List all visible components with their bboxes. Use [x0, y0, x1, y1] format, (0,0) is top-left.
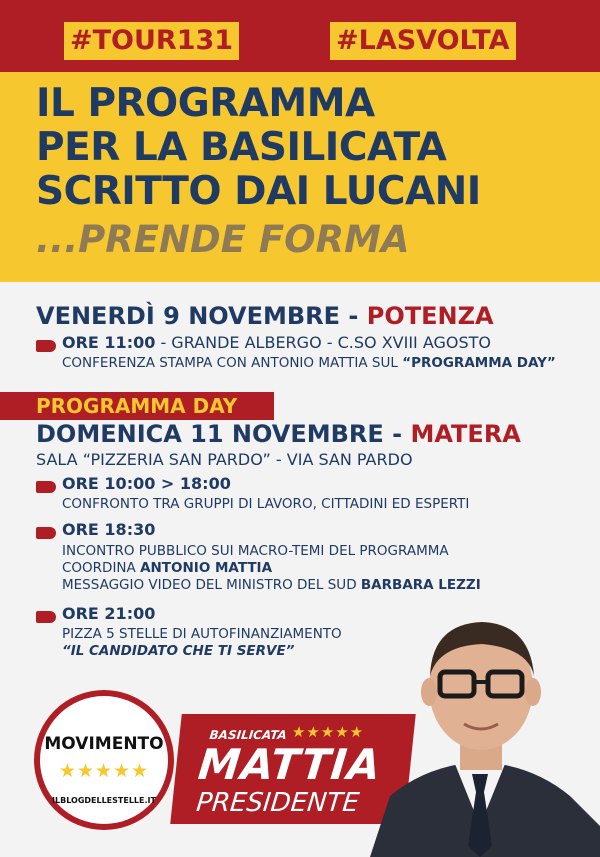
event1-desc: CONFERENZA STAMPA CON ANTONIO MATTIA SUL — [62, 355, 403, 371]
candidate-region: BASILICATA — [208, 728, 288, 742]
bullet-arrow-icon — [36, 340, 56, 352]
hashtag-tour: #TOUR131 — [64, 22, 239, 60]
headline-panel — [0, 72, 600, 282]
slot1-time-text: ORE 10:00 > 18:00 — [62, 474, 231, 493]
bullet-arrow-icon — [36, 611, 56, 623]
event1-title — [36, 302, 494, 330]
event1-date: VENERDÌ 9 NOVEMBRE - — [36, 302, 367, 330]
candidate-photo — [360, 596, 600, 857]
slot2-line-2-text: COORDINA — [62, 560, 141, 576]
bullet-arrow-icon — [36, 527, 56, 539]
event1-desc-line — [62, 355, 556, 371]
slot3-line-1: PIZZA 5 STELLE DI AUTOFINANZIAMENTO — [62, 626, 342, 642]
slot1-time — [62, 474, 231, 493]
event2-venue: SALA “PIZZERIA SAN PARDO” - VIA SAN PARDO — [36, 450, 413, 469]
logo-url: ILBLOGDELLESTELLE.IT — [52, 796, 156, 805]
slot2-line-3-text: MESSAGGIO VIDEO DEL MINISTRO DEL SUD — [62, 577, 361, 593]
slot3-line-2: “IL CANDIDATO CHE TI SERVE” — [62, 643, 295, 659]
slot3-time — [62, 604, 155, 623]
headline-line-2: PER LA BASILICATA — [36, 125, 447, 170]
event2-title — [36, 420, 521, 448]
logo-text: MOVIMENTO — [44, 734, 164, 754]
event1-city: POTENZA — [366, 302, 494, 330]
slot2-minister: BARBARA LEZZI — [360, 577, 481, 593]
headline-line-3: SCRITTO DAI LUCANI — [36, 169, 481, 214]
candidate-role: PRESIDENTE — [194, 788, 361, 818]
logo-stars-icon: ★★★★★ — [58, 760, 150, 782]
movimento-logo — [34, 690, 174, 830]
slot2-line-3 — [62, 577, 481, 593]
headline — [36, 82, 481, 214]
slot2-time — [62, 520, 155, 539]
programma-day-text: PROGRAMMA DAY — [36, 394, 238, 418]
programma-day-label — [0, 392, 274, 420]
subhead: ...PRENDE FORMA — [36, 218, 410, 261]
slot2-line-2 — [62, 560, 272, 576]
slot3-time-text: ORE 21:00 — [62, 604, 156, 623]
top-band — [0, 0, 600, 72]
event1-time: ORE 11:00 — [62, 333, 156, 352]
logo-inner — [40, 696, 168, 824]
event1-place: - GRANDE ALBERGO - C.SO XVIII AGOSTO — [155, 333, 492, 352]
slot1-desc: CONFRONTO TRA GRUPPI DI LAVORO, CITTADINI ED ESPERTI — [62, 496, 470, 512]
slot2-coordinator: ANTONIO MATTIA — [140, 560, 273, 576]
event2-city: MATERA — [410, 420, 521, 448]
hashtag-lasvolta: #LASVOLTA — [330, 22, 516, 60]
event1-desc-bold: “PROGRAMMA DAY” — [402, 355, 556, 371]
headline-line-1: IL PROGRAMMA — [36, 81, 375, 126]
slot2-line-1: INCONTRO PUBBLICO SUI MACRO-TEMI DEL PROGRAMMA — [62, 543, 449, 559]
bullet-arrow-icon — [36, 481, 56, 493]
candidate-stars-icon: ★★★★★ — [290, 723, 366, 741]
event1-time-line — [62, 333, 491, 352]
slot2-time-text: ORE 18:30 — [62, 520, 156, 539]
candidate-name: MATTIA — [195, 740, 384, 789]
event2-date: DOMENICA 11 NOVEMBRE - — [36, 420, 411, 448]
